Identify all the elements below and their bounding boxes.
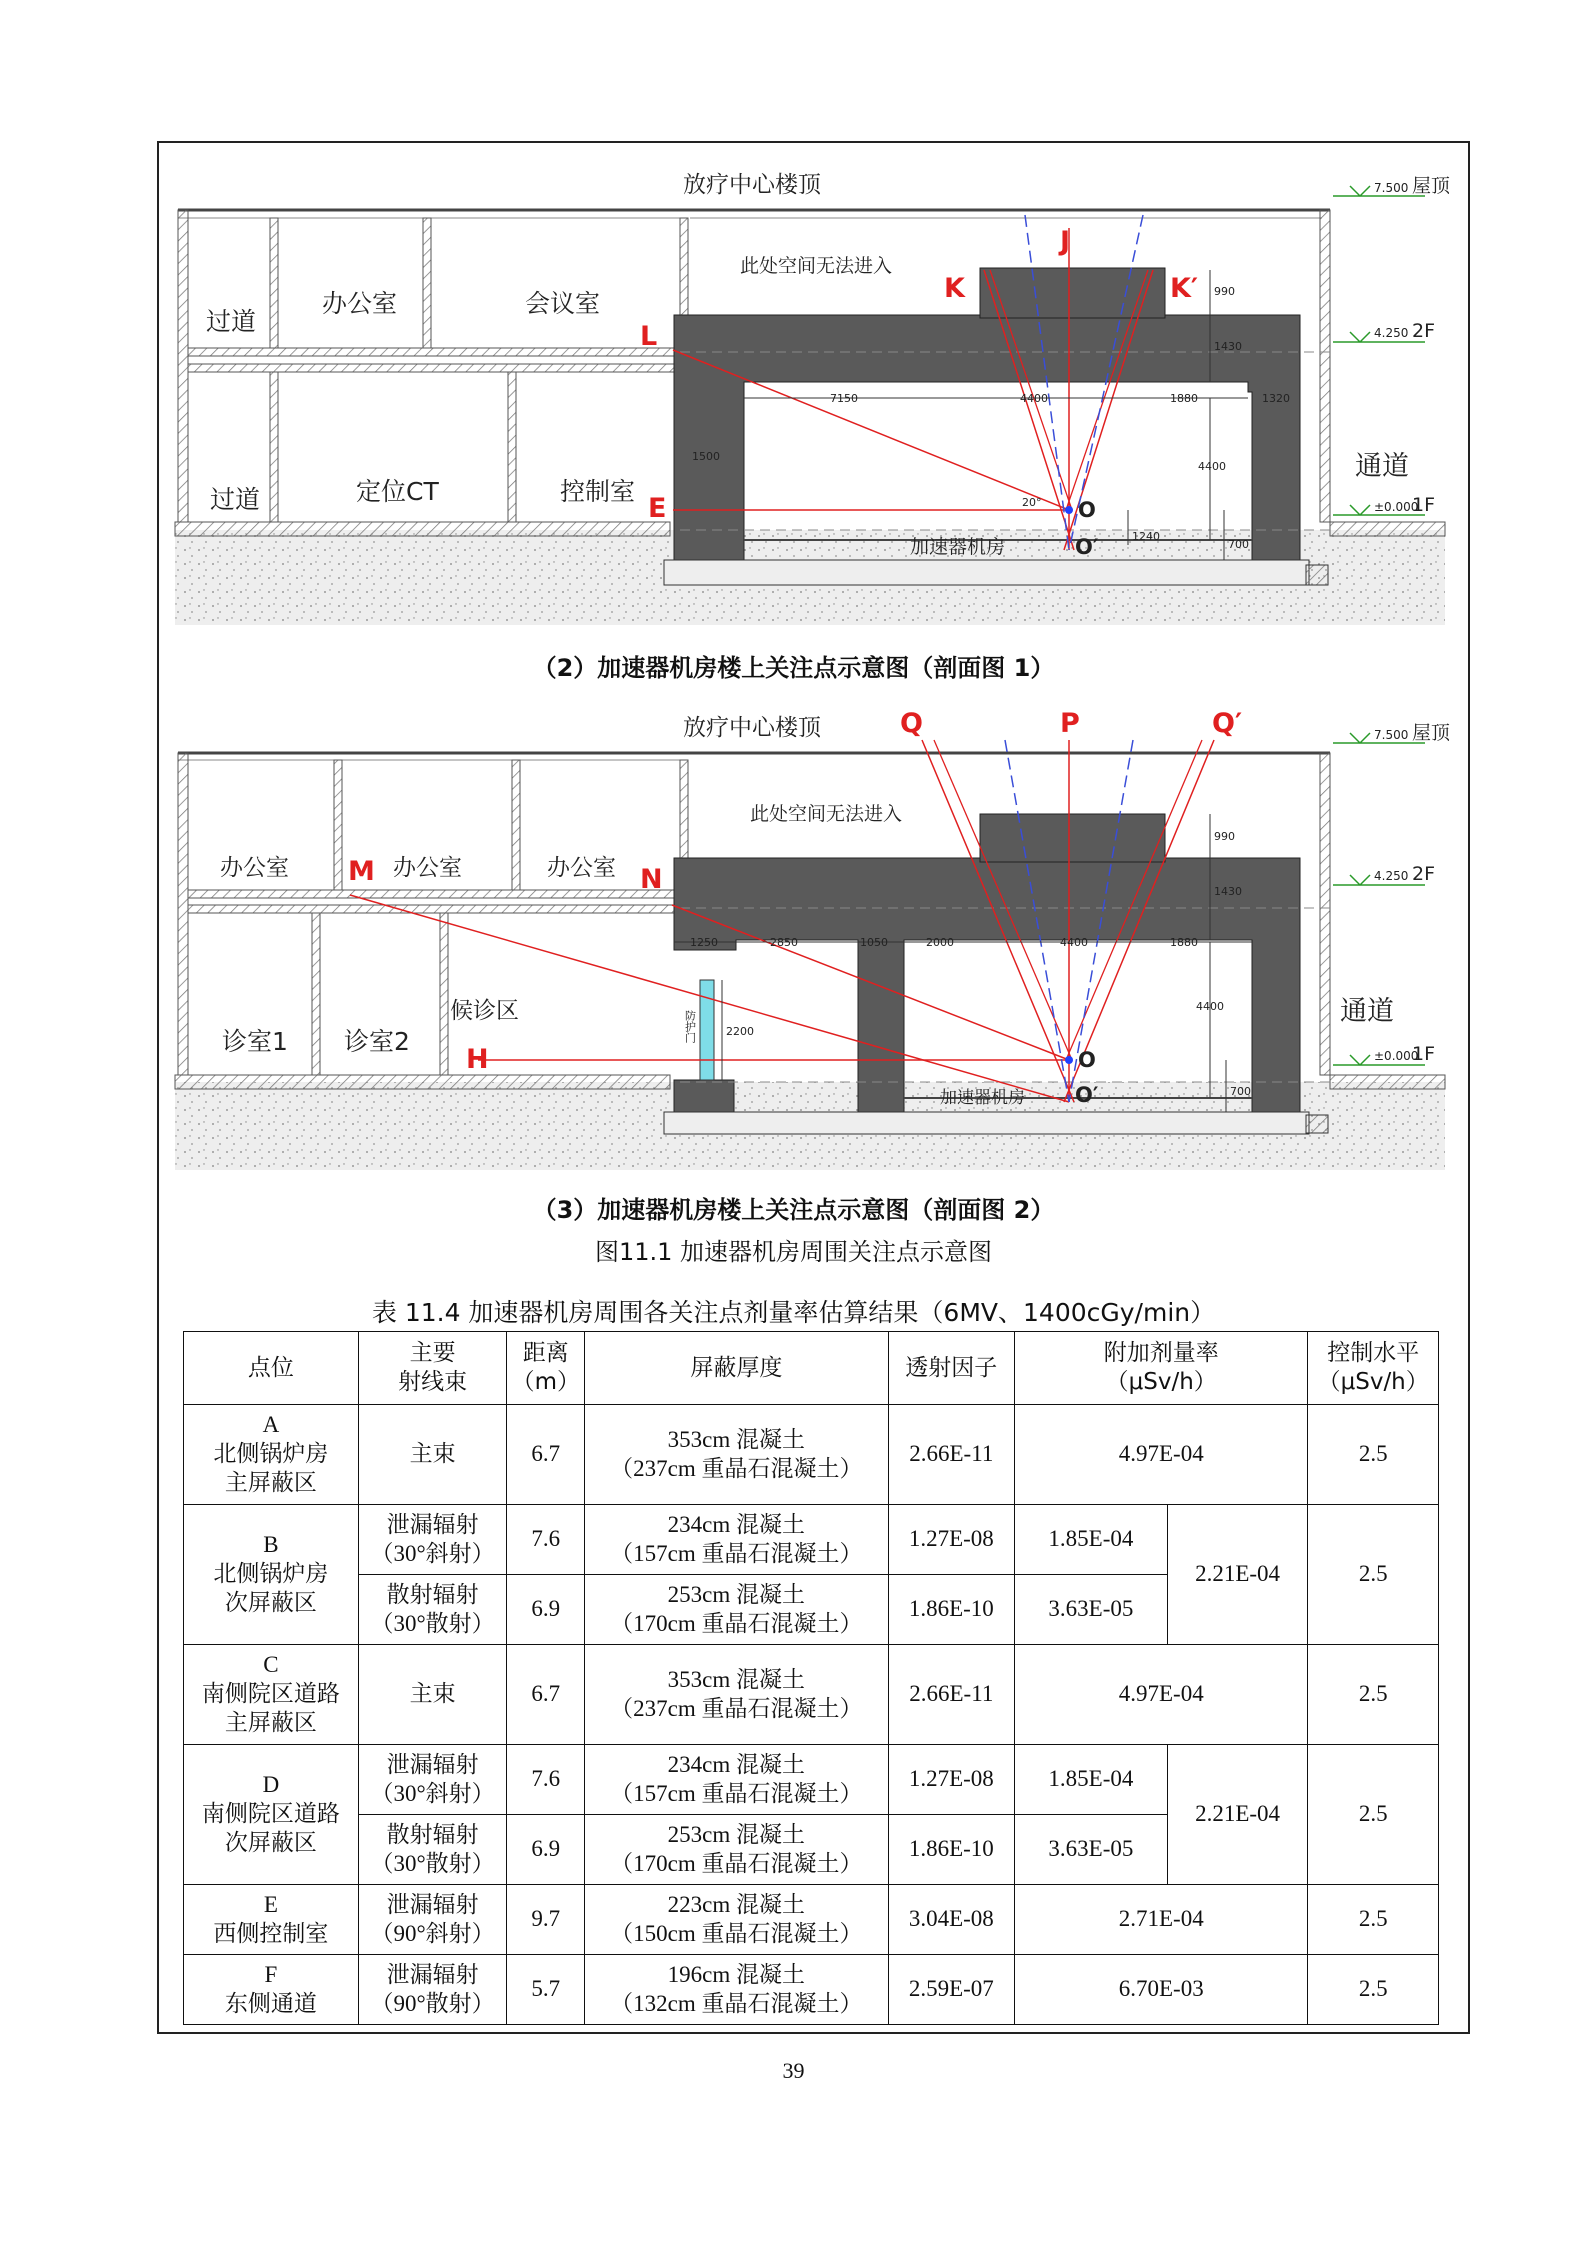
- room-office: 办公室: [322, 289, 398, 318]
- level-1f-name: 1F: [1412, 494, 1436, 516]
- cell-transmission: 2.66E-11: [888, 1645, 1015, 1745]
- cell-limit: 2.5: [1308, 1885, 1439, 1955]
- cell-dose: 6.70E-03: [1015, 1955, 1308, 2025]
- dim-4400-vertical: 4400: [1198, 460, 1226, 473]
- dim-1050: 1050: [860, 936, 888, 949]
- room-control: 控制室: [560, 477, 636, 506]
- cell-dose: 1.85E-04: [1015, 1505, 1168, 1575]
- table-row: [184, 1955, 1439, 2025]
- dim-2200: 2200: [726, 1025, 754, 1038]
- level-roof-name: 屋顶: [1412, 175, 1451, 197]
- dim-4400: 4400: [1060, 936, 1088, 949]
- door-label: 防护门: [683, 1010, 697, 1043]
- cell-point: A 北侧锅炉房 主屏蔽区: [184, 1405, 359, 1505]
- dim-1320: 1320: [1262, 392, 1290, 405]
- dim-1880: 1880: [1170, 936, 1198, 949]
- cell-limit: 2.5: [1308, 1645, 1439, 1745]
- level-2f-value: 4.250: [1374, 326, 1409, 340]
- cell-limit: 2.5: [1308, 1405, 1439, 1505]
- header-dose-rate: 附加剂量率 （μSv/h）: [1015, 1332, 1308, 1405]
- level-roof-name-2: 屋顶: [1412, 722, 1451, 744]
- cell-shield: 223cm 混凝土 （150cm 重晶石混凝土）: [585, 1885, 888, 1955]
- header-distance: 距离 （m）: [507, 1332, 585, 1405]
- point-o-prime-2: O′: [1075, 1083, 1099, 1107]
- table-row: [184, 1505, 1439, 1575]
- cell-shield: 253cm 混凝土 （170cm 重晶石混凝土）: [585, 1575, 888, 1645]
- point-h: H: [466, 1044, 489, 1075]
- room-corridor-bottom: 过道: [210, 485, 261, 514]
- level-1f-value-2: ±0.000: [1374, 1049, 1419, 1063]
- table-row: [184, 1405, 1439, 1505]
- diagram-2-caption: （3）加速器机房楼上关注点示意图（剖面图 2）: [532, 1196, 1055, 1224]
- room-office-3: 办公室: [547, 855, 616, 881]
- protective-door: [700, 980, 714, 1080]
- room-clinic-2: 诊室2: [344, 1027, 410, 1056]
- cell-transmission: 1.86E-10: [888, 1815, 1015, 1885]
- point-o-2: O: [1078, 1048, 1096, 1072]
- level-1f-name-2: 1F: [1412, 1043, 1436, 1065]
- cell-dose: 3.63E-05: [1015, 1815, 1168, 1885]
- dim-1240: 1240: [1132, 530, 1160, 543]
- cell-beam: 泄漏辐射 （90°散射）: [358, 1955, 507, 2025]
- point-o: O: [1078, 498, 1096, 522]
- cell-distance: 7.6: [507, 1505, 585, 1575]
- point-m: M: [348, 856, 375, 887]
- level-2f-name-2: 2F: [1412, 863, 1436, 885]
- dim-990: 990: [1214, 285, 1235, 298]
- cell-distance: 6.9: [507, 1575, 585, 1645]
- diagram-1-caption: （2）加速器机房楼上关注点示意图（剖面图 1）: [532, 654, 1055, 682]
- room-office-1: 办公室: [220, 855, 289, 881]
- dim-1250: 1250: [690, 936, 718, 949]
- cell-shield: 253cm 混凝土 （170cm 重晶石混凝土）: [585, 1815, 888, 1885]
- header-transmission: 透射因子: [888, 1332, 1015, 1405]
- level-roof-value-2: 7.500: [1374, 728, 1409, 742]
- cell-transmission: 1.27E-08: [888, 1745, 1015, 1815]
- isocenter-o: [1065, 506, 1073, 514]
- room-ct: 定位CT: [356, 477, 439, 506]
- cell-dose-total: 2.21E-04: [1167, 1505, 1308, 1645]
- cell-limit: 2.5: [1308, 1745, 1439, 1885]
- cell-point: D 南侧院区道路 次屏蔽区: [184, 1745, 359, 1885]
- dim-1500: 1500: [692, 450, 720, 463]
- dim-990: 990: [1214, 830, 1235, 843]
- cell-transmission: 2.59E-07: [888, 1955, 1015, 2025]
- point-j: J: [1060, 226, 1071, 257]
- table-caption: 表 11.4 加速器机房周围各关注点剂量率估算结果（6MV、1400cGy/min）: [371, 1298, 1216, 1327]
- machine-room-label: 加速器机房: [910, 536, 1006, 558]
- no-access-label-2: 此处空间无法进入: [750, 803, 903, 825]
- cell-point: B 北侧锅炉房 次屏蔽区: [184, 1505, 359, 1645]
- machine-room-label-2: 加速器机房: [940, 1088, 1025, 1108]
- room-meeting: 会议室: [525, 289, 601, 318]
- dim-700: 700: [1230, 1085, 1251, 1098]
- header-beam: 主要 射线束: [358, 1332, 507, 1405]
- point-n: N: [640, 864, 663, 895]
- cell-beam: 散射辐射 （30°散射）: [358, 1815, 507, 1885]
- dim-angle: 20°: [1022, 496, 1042, 509]
- header-point: 点位: [184, 1332, 359, 1405]
- cell-limit: 2.5: [1308, 1955, 1439, 2025]
- dim-7150: 7150: [830, 392, 858, 405]
- table-row: [184, 1645, 1439, 1745]
- cell-beam: 泄漏辐射 （30°斜射）: [358, 1505, 507, 1575]
- point-q-prime: Q′: [1212, 708, 1243, 739]
- roof-shield-block-2: [980, 814, 1165, 862]
- page-number: 39: [782, 2058, 805, 2083]
- dim-2000: 2000: [926, 936, 954, 949]
- cell-dose: 3.63E-05: [1015, 1575, 1168, 1645]
- dim-1430: 1430: [1214, 885, 1242, 898]
- cell-shield: 353cm 混凝土 （237cm 重晶石混凝土）: [585, 1645, 888, 1745]
- cell-shield: 196cm 混凝土 （132cm 重晶石混凝土）: [585, 1955, 888, 2025]
- room-office-2: 办公室: [393, 855, 462, 881]
- cell-limit: 2.5: [1308, 1505, 1439, 1645]
- dim-700: 700: [1228, 538, 1249, 551]
- cell-point: F 东侧通道: [184, 1955, 359, 2025]
- cell-dose-total: 2.21E-04: [1167, 1745, 1308, 1885]
- cell-transmission: 2.66E-11: [888, 1405, 1015, 1505]
- cell-distance: 7.6: [507, 1745, 585, 1815]
- point-k: K: [944, 273, 965, 304]
- dim-4400-vertical: 4400: [1196, 1000, 1224, 1013]
- dose-rate-table: [183, 1331, 1439, 2025]
- room-clinic-1: 诊室1: [222, 1027, 288, 1056]
- point-k-prime: K′: [1170, 273, 1199, 304]
- dim-1880: 1880: [1170, 392, 1198, 405]
- dim-2850: 2850: [770, 936, 798, 949]
- cell-transmission: 1.86E-10: [888, 1575, 1015, 1645]
- cell-point: E 西侧控制室: [184, 1885, 359, 1955]
- cell-beam: 散射辐射 （30°散射）: [358, 1575, 507, 1645]
- cell-beam: 主束: [358, 1645, 507, 1745]
- figure-caption: 图11.1 加速器机房周围关注点示意图: [594, 1238, 993, 1266]
- level-2f-name: 2F: [1412, 320, 1436, 342]
- room-waiting: 候诊区: [450, 998, 519, 1024]
- level-1f-value: ±0.000: [1374, 500, 1419, 514]
- roof-label-2: 放疗中心楼顶: [683, 715, 821, 741]
- dim-1430: 1430: [1214, 340, 1242, 353]
- level-roof-value: 7.500: [1374, 181, 1409, 195]
- roof-label: 放疗中心楼顶: [683, 172, 821, 198]
- point-o-prime: O′: [1075, 535, 1099, 559]
- cell-beam: 泄漏辐射 （90°斜射）: [358, 1885, 507, 1955]
- cell-distance: 5.7: [507, 1955, 585, 2025]
- point-p: P: [1060, 708, 1080, 739]
- cell-dose: 1.85E-04: [1015, 1745, 1168, 1815]
- point-e: E: [648, 493, 667, 524]
- no-access-label: 此处空间无法进入: [740, 255, 893, 277]
- cell-distance: 9.7: [507, 1885, 585, 1955]
- cell-dose: 4.97E-04: [1015, 1645, 1308, 1745]
- cell-dose: 2.71E-04: [1015, 1885, 1308, 1955]
- table-header-row: [184, 1332, 1439, 1405]
- point-q: Q: [900, 708, 923, 739]
- room-corridor-top: 过道: [206, 307, 257, 336]
- cell-distance: 6.9: [507, 1815, 585, 1885]
- section-diagram-2: [0, 690, 1587, 1190]
- section-diagram-1: [0, 0, 1587, 640]
- header-shield: 屏蔽厚度: [585, 1332, 888, 1405]
- cell-distance: 6.7: [507, 1645, 585, 1745]
- dim-4400: 4400: [1020, 392, 1048, 405]
- cell-shield: 353cm 混凝土 （237cm 重晶石混凝土）: [585, 1405, 888, 1505]
- table-row: [184, 1745, 1439, 1815]
- point-l: L: [640, 321, 658, 352]
- cell-transmission: 3.04E-08: [888, 1885, 1015, 1955]
- cell-beam: 主束: [358, 1405, 507, 1505]
- cell-dose: 4.97E-04: [1015, 1405, 1308, 1505]
- cell-transmission: 1.27E-08: [888, 1505, 1015, 1575]
- cell-beam: 泄漏辐射 （30°斜射）: [358, 1745, 507, 1815]
- table-row: [184, 1885, 1439, 1955]
- cell-shield: 234cm 混凝土 （157cm 重晶石混凝土）: [585, 1745, 888, 1815]
- level-2f-value-2: 4.250: [1374, 869, 1409, 883]
- roof-shield-block-1: [980, 268, 1165, 318]
- cell-distance: 6.7: [507, 1405, 585, 1505]
- cell-point: C 南侧院区道路 主屏蔽区: [184, 1645, 359, 1745]
- room-channel: 通道: [1355, 451, 1409, 482]
- cell-shield: 234cm 混凝土 （157cm 重晶石混凝土）: [585, 1505, 888, 1575]
- header-limit: 控制水平 （μSv/h）: [1308, 1332, 1439, 1405]
- room-channel: 通道: [1340, 996, 1394, 1027]
